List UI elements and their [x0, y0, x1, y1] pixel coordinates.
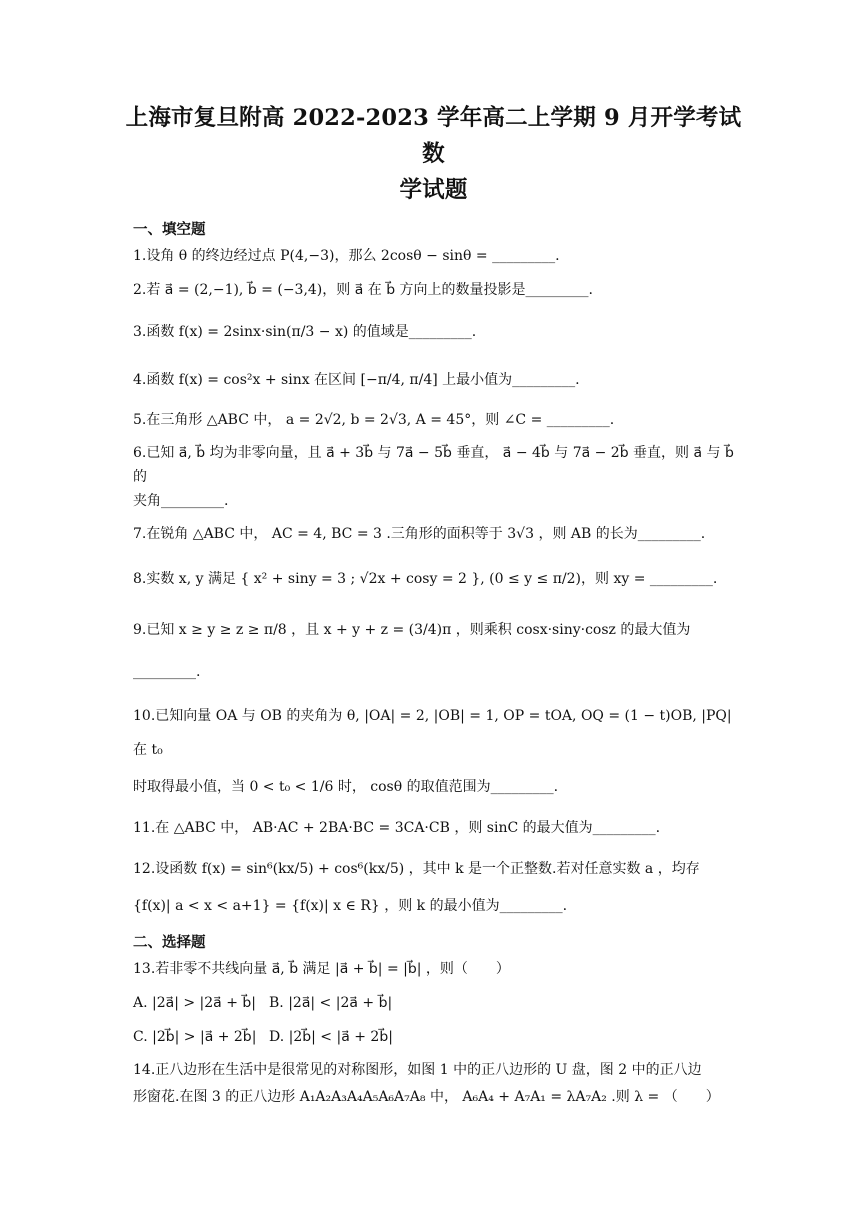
- question-6-line-1: 6.已知 a⃗, b⃗ 均为非零向量，且 a⃗ + 3b⃗ 与 7a⃗ − 5b⃗ 垂直， a⃗ − 4b⃗ 与 7a⃗ − 2b⃗ 垂直，则 a⃗ 与 b⃗ 的: [133, 445, 734, 485]
- option-b: B. |2a⃗| < |2a⃗ + b⃗|: [269, 995, 393, 1011]
- question-3: 3.函数 f(x) = 2sinx·sin(π/3 − x) 的值域是_________.: [133, 324, 477, 340]
- question-4: 4.函数 f(x) = cos²x + sinx 在区间 [−π/4, π/4] 上最小值为_________.: [133, 372, 580, 388]
- question-12-line-2: {f(x)| a < x < a+1} = {f(x)| x ∈ R} ，则 k 的最小值为_________.: [133, 898, 568, 914]
- question-11: 11.在 △ABC 中， AB·AC + 2BA·BC = 3CA·CB ，则 sinC 的最大值为_________.: [133, 820, 661, 836]
- question-9: 9.已知 x ≥ y ≥ z ≥ π/8 ，且 x + y + z = (3/4)π ，则乘积 cosx·siny·cosz 的最大值为_________.: [133, 622, 691, 680]
- question-5: 5.在三角形 △ABC 中， a = 2√2, b = 2√3, A = 45°，则 ∠C = _________.: [133, 412, 615, 428]
- question-14-line-2: 形窗花.在图 3 的正八边形 A₁A₂A₃A₄A₅A₆A₇A₈ 中， A₆A₄ + A₇A₁ = λA₇A₂ .则 λ = （ ）: [133, 1089, 720, 1105]
- section-heading-choice: 二、选择题: [133, 935, 206, 951]
- question-6: [133, 441, 734, 513]
- option-d: D. |2b⃗| < |a⃗ + 2b⃗|: [269, 1029, 393, 1045]
- question-10-line-2: 时取得最小值，当 0 < t₀ < 1/6 时， cosθ 的取值范围为_________.: [133, 779, 559, 795]
- question-13: 13.若非零不共线向量 a⃗, b⃗ 满足 |a⃗ + b⃗| = |b⃗| ，则（ ）: [133, 961, 510, 977]
- option-a: A. |2a⃗| > |2a⃗ + b⃗|: [133, 995, 256, 1011]
- question-12-line-1: 12.设函数 f(x) = sin⁶(kx/5) + cos⁶(kx/5) ，其中 k 是一个正整数.若对任意实数 a ，均存: [133, 861, 700, 877]
- title-line-2: 学试题: [399, 177, 468, 203]
- question-10-line-1: 10.已知向量 OA 与 OB 的夹角为 θ, |OA| = 2, |OB| = 1, OP = tOA, OQ = (1 − t)OB, |PQ| 在 t₀: [133, 708, 732, 758]
- title-line-1: 上海市复旦附高 2022-2023 学年高二上学期 9 月开学考试数: [125, 105, 742, 167]
- question-13-options-row-1: [133, 990, 734, 1016]
- section-heading-fill: 一、填空题: [133, 222, 206, 238]
- page-title: [125, 100, 742, 208]
- question-6-line-2: 夹角_________.: [133, 493, 229, 509]
- question-14-line-1: 14.正八边形在生活中是很常见的对称图形，如图 1 中的正八边形的 U 盘，图 2 中的正八边: [133, 1062, 702, 1078]
- question-7: 7.在锐角 △ABC 中， AC = 4, BC = 3 .三角形的面积等于 3√3 ，则 AB 的长为_________.: [133, 526, 706, 542]
- question-2: 2.若 a⃗ = (2,−1), b⃗ = (−3,4)，则 a⃗ 在 b⃗ 方向上的数量投影是_________.: [133, 282, 593, 298]
- question-12: [133, 849, 734, 923]
- question-13-options-row-2: [133, 1024, 734, 1050]
- question-1: 1.设角 θ 的终边经过点 P(4,−3)，那么 2cosθ − sinθ = _________.: [133, 248, 560, 264]
- question-14: [133, 1058, 734, 1112]
- question-10: [133, 699, 734, 807]
- option-c: C. |2b⃗| > |a⃗ + 2b⃗|: [133, 1029, 257, 1045]
- question-8: 8.实数 x, y 满足 { x² + siny = 3 ; √2x + cosy = 2 }, (0 ≤ y ≤ π/2)，则 xy = _________.: [133, 571, 718, 587]
